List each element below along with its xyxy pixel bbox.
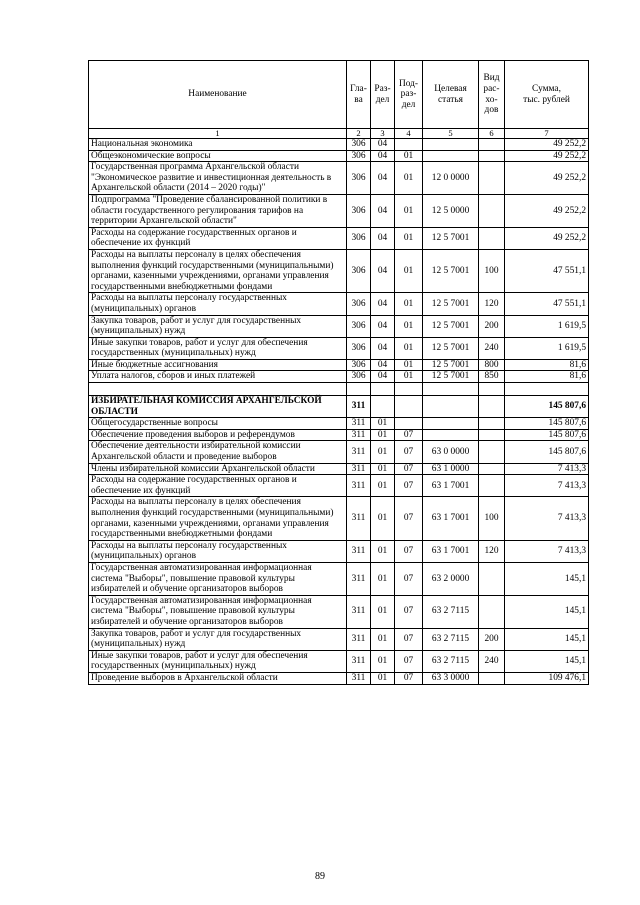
cell-vid: 100	[479, 497, 505, 540]
cell-name: Проведение выборов в Архангельской области	[89, 672, 347, 684]
table-row	[89, 293, 589, 315]
table-row	[89, 463, 589, 475]
cell-article	[423, 396, 479, 418]
cell-podrazdel: 01	[395, 337, 423, 359]
cell-sum: 7 413,3	[505, 463, 589, 475]
cell-sum: 81,6	[505, 359, 589, 371]
cell-podrazdel: 01	[395, 249, 423, 292]
cell-sum: 49 252,2	[505, 139, 589, 151]
cell-razdel: 01	[371, 418, 395, 430]
cell-name: Общеэкономические вопросы	[89, 150, 347, 162]
cell-glava: 306	[347, 139, 371, 151]
cell-glava: 306	[347, 194, 371, 227]
cell-article: 12 5 7001	[423, 371, 479, 383]
header-podrazdel: Под- раз- дел	[395, 61, 423, 129]
cell-glava: 311	[347, 497, 371, 540]
cell-glava: 311	[347, 441, 371, 463]
cell-name: Расходы на выплаты персоналу государственных (муниципальных) органов	[89, 540, 347, 562]
cell-article	[423, 418, 479, 430]
cell-podrazdel: 07	[395, 441, 423, 463]
cell-sum: 47 551,1	[505, 293, 589, 315]
cell-glava	[347, 383, 371, 396]
cell-vid	[479, 562, 505, 595]
cell-name: Расходы на выплаты персоналу в целях обеспечения выполнения функций государственными (муниципальными) органами, казенными учреждениями, органами управления государственными внебюджетными фондами	[89, 497, 347, 540]
cell-name: Государственная автоматизированная информационная система "Выборы", повышение правовой культуры избирателей и обучение организаторов выборов	[89, 595, 347, 628]
cell-razdel: 01	[371, 441, 395, 463]
cell-sum: 109 476,1	[505, 672, 589, 684]
cell-podrazdel: 07	[395, 540, 423, 562]
cell-razdel: 01	[371, 463, 395, 475]
cell-glava: 306	[347, 371, 371, 383]
table-row	[89, 194, 589, 227]
cell-article: 63 3 0000	[423, 672, 479, 684]
cell-podrazdel: 01	[395, 194, 423, 227]
table-row	[89, 497, 589, 540]
cell-razdel: 01	[371, 595, 395, 628]
cell-glava: 311	[347, 540, 371, 562]
table-row	[89, 383, 589, 396]
cell-vid	[479, 595, 505, 628]
cell-podrazdel: 07	[395, 562, 423, 595]
cell-razdel: 04	[371, 337, 395, 359]
cell-sum: 7 413,3	[505, 540, 589, 562]
cell-razdel: 04	[371, 227, 395, 249]
cell-vid: 120	[479, 540, 505, 562]
cell-sum: 7 413,3	[505, 497, 589, 540]
cell-sum: 145,1	[505, 562, 589, 595]
cell-razdel: 04	[371, 371, 395, 383]
cell-razdel: 01	[371, 429, 395, 441]
cell-article: 63 0 0000	[423, 441, 479, 463]
cell-name: Уплата налогов, сборов и иных платежей	[89, 371, 347, 383]
cell-podrazdel: 01	[395, 162, 423, 195]
cell-vid	[479, 441, 505, 463]
cell-razdel	[371, 396, 395, 418]
cell-razdel: 04	[371, 139, 395, 151]
cell-article: 12 0 0000	[423, 162, 479, 195]
cell-vid	[479, 429, 505, 441]
cell-article: 63 1 0000	[423, 463, 479, 475]
column-number: 7	[505, 129, 589, 139]
cell-name: Расходы на содержание государственных органов и обеспечение их функций	[89, 475, 347, 497]
cell-glava: 306	[347, 315, 371, 337]
table-row	[89, 150, 589, 162]
cell-podrazdel: 07	[395, 429, 423, 441]
cell-name: Государственная программа Архангельской области "Экономическое развитие и инвестиционная деятельность в Архангельской области (2014 – 2020 годы)"	[89, 162, 347, 195]
cell-sum: 145 807,6	[505, 396, 589, 418]
cell-article	[423, 139, 479, 151]
column-number: 4	[395, 129, 423, 139]
table-body	[89, 139, 589, 685]
header-glava: Гла- ва	[347, 61, 371, 129]
budget-table	[88, 60, 589, 685]
table-row	[89, 628, 589, 650]
cell-name: Иные бюджетные ассигнования	[89, 359, 347, 371]
cell-name: Обеспечение проведения выборов и референдумов	[89, 429, 347, 441]
table-row	[89, 475, 589, 497]
cell-sum: 145,1	[505, 650, 589, 672]
cell-razdel: 01	[371, 562, 395, 595]
table-row	[89, 650, 589, 672]
budget-table-container	[88, 60, 588, 685]
cell-name: Общегосударственные вопросы	[89, 418, 347, 430]
table-row	[89, 396, 589, 418]
cell-vid: 100	[479, 249, 505, 292]
cell-article: 63 1 7001	[423, 475, 479, 497]
cell-article: 12 5 7001	[423, 249, 479, 292]
cell-razdel: 01	[371, 475, 395, 497]
header-razdel: Раз- дел	[371, 61, 395, 129]
cell-glava: 311	[347, 396, 371, 418]
cell-podrazdel: 01	[395, 227, 423, 249]
column-number-row	[89, 129, 589, 139]
cell-article: 63 2 7115	[423, 595, 479, 628]
cell-vid: 200	[479, 628, 505, 650]
cell-podrazdel: 01	[395, 371, 423, 383]
cell-glava: 311	[347, 595, 371, 628]
cell-sum: 145 807,6	[505, 418, 589, 430]
table-row	[89, 540, 589, 562]
cell-article: 12 5 7001	[423, 359, 479, 371]
cell-name: Иные закупки товаров, работ и услуг для обеспечения государственных (муниципальных) нужд	[89, 337, 347, 359]
cell-sum: 145 807,6	[505, 429, 589, 441]
cell-vid: 800	[479, 359, 505, 371]
cell-glava: 311	[347, 650, 371, 672]
column-number: 1	[89, 129, 347, 139]
cell-vid	[479, 150, 505, 162]
table-row	[89, 429, 589, 441]
table-row	[89, 139, 589, 151]
cell-article: 63 2 7115	[423, 628, 479, 650]
cell-vid	[479, 227, 505, 249]
cell-podrazdel	[395, 418, 423, 430]
cell-vid	[479, 396, 505, 418]
cell-vid	[479, 418, 505, 430]
cell-glava: 306	[347, 227, 371, 249]
cell-vid	[479, 383, 505, 396]
cell-sum: 49 252,2	[505, 150, 589, 162]
cell-article: 12 5 7001	[423, 227, 479, 249]
cell-sum: 81,6	[505, 371, 589, 383]
cell-glava: 306	[347, 162, 371, 195]
table-header-row	[89, 61, 589, 129]
cell-article: 12 5 7001	[423, 315, 479, 337]
cell-name: Члены избирательной комиссии Архангельской области	[89, 463, 347, 475]
cell-podrazdel	[395, 383, 423, 396]
cell-glava: 306	[347, 359, 371, 371]
cell-sum: 49 252,2	[505, 227, 589, 249]
table-row	[89, 418, 589, 430]
cell-article: 12 5 7001	[423, 337, 479, 359]
cell-article	[423, 150, 479, 162]
cell-vid: 120	[479, 293, 505, 315]
cell-vid	[479, 162, 505, 195]
cell-name	[89, 383, 347, 396]
cell-sum: 49 252,2	[505, 194, 589, 227]
cell-podrazdel: 01	[395, 315, 423, 337]
cell-name: Иные закупки товаров, работ и услуг для обеспечения государственных (муниципальных) нужд	[89, 650, 347, 672]
cell-podrazdel: 07	[395, 497, 423, 540]
cell-name: Подпрограмма "Проведение сбалансированной политики в области государственного регулирования тарифов на территории Архангельской области"	[89, 194, 347, 227]
cell-podrazdel: 07	[395, 595, 423, 628]
cell-name: ИЗБИРАТЕЛЬНАЯ КОМИССИЯ АРХАНГЕЛЬСКОЙ ОБЛАСТИ	[89, 396, 347, 418]
cell-vid	[479, 672, 505, 684]
cell-article: 63 1 7001	[423, 497, 479, 540]
cell-article: 12 5 7001	[423, 293, 479, 315]
cell-sum: 47 551,1	[505, 249, 589, 292]
cell-sum: 49 252,2	[505, 162, 589, 195]
cell-name: Государственная автоматизированная информационная система "Выборы", повышение правовой культуры избирателей и обучение организаторов выборов	[89, 562, 347, 595]
table-row	[89, 595, 589, 628]
cell-razdel: 04	[371, 293, 395, 315]
cell-razdel: 04	[371, 315, 395, 337]
page-number: 89	[315, 871, 325, 882]
table-row	[89, 672, 589, 684]
cell-glava: 311	[347, 429, 371, 441]
cell-razdel: 01	[371, 540, 395, 562]
cell-podrazdel: 01	[395, 359, 423, 371]
table-row	[89, 249, 589, 292]
cell-name: Обеспечение деятельности избирательной комиссии Архангельской области и проведение выборов	[89, 441, 347, 463]
cell-razdel	[371, 383, 395, 396]
cell-razdel: 04	[371, 194, 395, 227]
cell-sum: 1 619,5	[505, 337, 589, 359]
cell-vid: 850	[479, 371, 505, 383]
column-number: 6	[479, 129, 505, 139]
table-row	[89, 162, 589, 195]
cell-razdel: 04	[371, 249, 395, 292]
cell-podrazdel	[395, 396, 423, 418]
header-name: Наименование	[89, 61, 347, 129]
cell-podrazdel: 01	[395, 293, 423, 315]
cell-article	[423, 429, 479, 441]
cell-glava: 311	[347, 628, 371, 650]
cell-glava: 311	[347, 475, 371, 497]
cell-article: 63 1 7001	[423, 540, 479, 562]
cell-razdel: 04	[371, 359, 395, 371]
table-row	[89, 562, 589, 595]
cell-podrazdel	[395, 139, 423, 151]
cell-glava: 311	[347, 562, 371, 595]
cell-vid	[479, 475, 505, 497]
cell-name: Расходы на выплаты персоналу государственных (муниципальных) органов	[89, 293, 347, 315]
table-row	[89, 359, 589, 371]
header-vid: Вид рас- хо- дов	[479, 61, 505, 129]
cell-razdel: 04	[371, 150, 395, 162]
cell-glava: 306	[347, 337, 371, 359]
cell-podrazdel: 07	[395, 628, 423, 650]
table-row	[89, 441, 589, 463]
column-number: 3	[371, 129, 395, 139]
header-sum: Сумма, тыс. рублей	[505, 61, 589, 129]
cell-razdel: 01	[371, 497, 395, 540]
cell-name: Закупка товаров, работ и услуг для государственных (муниципальных) нужд	[89, 315, 347, 337]
table-row	[89, 227, 589, 249]
column-number: 5	[423, 129, 479, 139]
column-number: 2	[347, 129, 371, 139]
cell-sum: 7 413,3	[505, 475, 589, 497]
cell-glava: 306	[347, 249, 371, 292]
cell-sum: 1 619,5	[505, 315, 589, 337]
cell-article: 63 2 0000	[423, 562, 479, 595]
cell-vid: 240	[479, 337, 505, 359]
cell-vid: 240	[479, 650, 505, 672]
cell-vid	[479, 194, 505, 227]
cell-glava: 311	[347, 418, 371, 430]
cell-razdel: 04	[371, 162, 395, 195]
cell-article	[423, 383, 479, 396]
table-row	[89, 337, 589, 359]
cell-vid: 200	[479, 315, 505, 337]
cell-article: 12 5 0000	[423, 194, 479, 227]
table-row	[89, 315, 589, 337]
cell-podrazdel: 07	[395, 650, 423, 672]
cell-name: Закупка товаров, работ и услуг для государственных (муниципальных) нужд	[89, 628, 347, 650]
cell-glava: 311	[347, 672, 371, 684]
cell-sum	[505, 383, 589, 396]
cell-name: Расходы на выплаты персоналу в целях обеспечения выполнения функций государственными (муниципальными) органами, казенными учреждениями, органами управления государственными внебюджетными фондами	[89, 249, 347, 292]
cell-podrazdel: 07	[395, 475, 423, 497]
cell-name: Национальная экономика	[89, 139, 347, 151]
cell-glava: 306	[347, 150, 371, 162]
cell-sum: 145,1	[505, 595, 589, 628]
cell-podrazdel: 01	[395, 150, 423, 162]
cell-razdel: 01	[371, 672, 395, 684]
cell-razdel: 01	[371, 650, 395, 672]
cell-glava: 311	[347, 463, 371, 475]
cell-name: Расходы на содержание государственных органов и обеспечение их функций	[89, 227, 347, 249]
table-row	[89, 371, 589, 383]
cell-podrazdel: 07	[395, 463, 423, 475]
cell-sum: 145 807,6	[505, 441, 589, 463]
cell-sum: 145,1	[505, 628, 589, 650]
cell-razdel: 01	[371, 628, 395, 650]
cell-glava: 306	[347, 293, 371, 315]
cell-article: 63 2 7115	[423, 650, 479, 672]
cell-vid	[479, 139, 505, 151]
header-article: Целевая статья	[423, 61, 479, 129]
cell-podrazdel: 07	[395, 672, 423, 684]
cell-vid	[479, 463, 505, 475]
